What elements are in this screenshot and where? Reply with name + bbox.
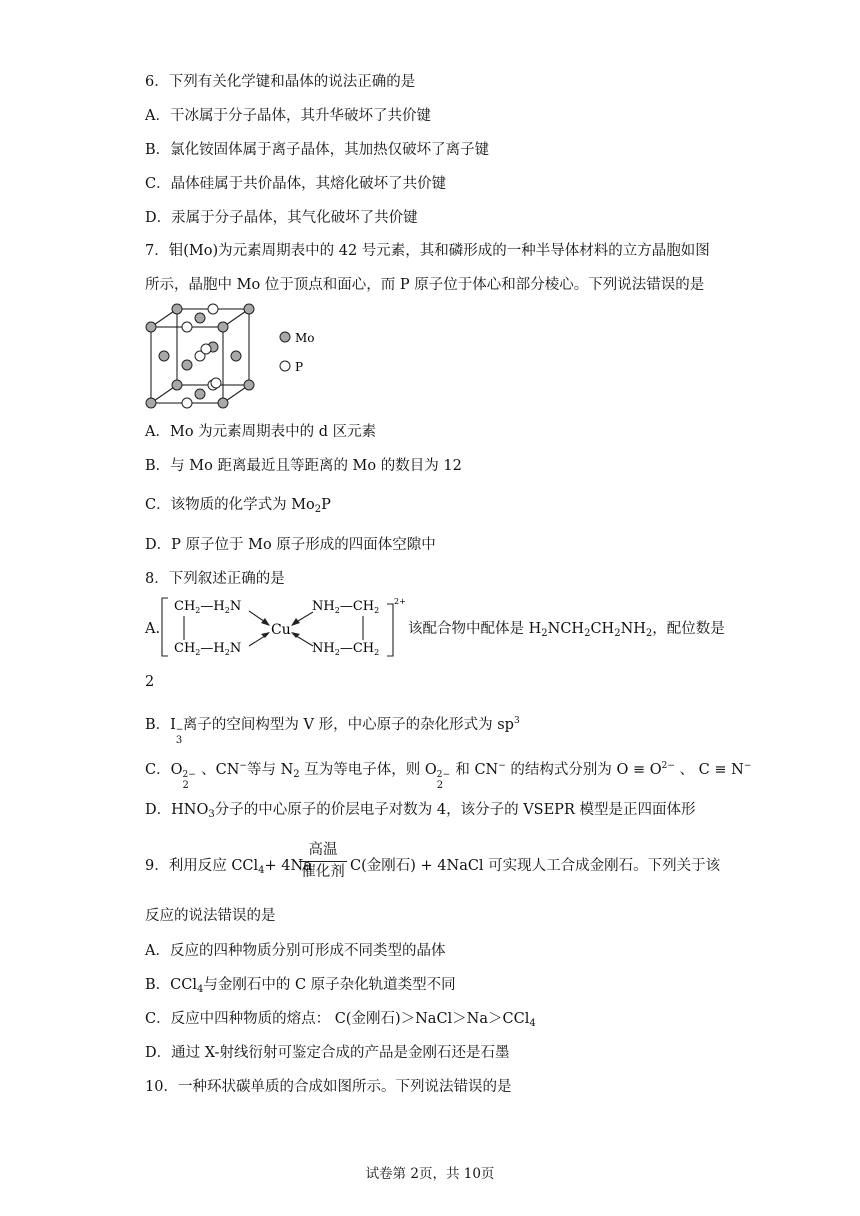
q9-stem-part2: C(金刚石) + 4NaCl 可实现人工合成金刚石。下列关于该 <box>350 858 721 874</box>
q9-stem-line2: 反应的说法错误的是 <box>145 908 276 924</box>
condition-top: 高温 <box>308 842 338 858</box>
q6-stem: 6．下列有关化学键和晶体的说法正确的是 <box>145 74 416 90</box>
q8-option-a-label: A. <box>145 621 161 637</box>
condition-bottom: 催化剂 <box>301 864 345 880</box>
q9-option-b: B．CCl$_4$与金刚石中的 C 原子杂化轨道类型不同 <box>145 977 456 995</box>
q6-option-c: C．晶体硅属于共价晶体，其熔化破坏了共价键 <box>145 176 447 192</box>
q7-stem-line2: 所示，晶胞中 Mo 位于顶点和面心，而 P 原子位于体心和部分棱心。下列说法错误的是 <box>145 277 705 293</box>
svg-text:2+: 2+ <box>394 597 406 606</box>
q7-option-a: A．Mo 为元素周期表中的 d 区元素 <box>145 424 377 440</box>
q8-option-d: D．$HNO_3$分子的中心原子的价层电子对数为 4，该分子的 VSEPR 模型是正四面体形 <box>145 802 696 820</box>
q8-stem: 8．下列叙述正确的是 <box>145 571 285 587</box>
q6-option-a: A．干冰属于分子晶体，其升华破坏了共价键 <box>145 108 431 124</box>
crystal-cell-diagram <box>140 296 340 416</box>
q7-option-d: D．P 原子位于 Mo 原子形成的四面体空隙中 <box>145 537 436 553</box>
cu-center: Cu <box>271 622 291 638</box>
legend-p: P <box>295 360 304 374</box>
page-footer: 试卷第 2页，共 10页 <box>365 1166 495 1182</box>
q6-option-d: D．汞属于分子晶体，其气化破坏了共价键 <box>145 210 418 226</box>
legend-mo: Mo <box>295 331 315 345</box>
q7-stem-line1: 7．钼(Mo)为元素周期表中的 42 号元素，其和磷形成的一种半导体材料的立方晶胞如图 <box>145 243 710 259</box>
q8-option-a-tail: 2 <box>145 674 155 690</box>
q7-option-b: B．与 Mo 距离最近且等距离的 Mo 的数目为 12 <box>145 458 462 474</box>
q7-option-c: C．该物质的化学式为 $Mo_2P$ <box>145 497 331 515</box>
q9-option-c: C．反应中四种物质的熔点： C(金刚石)＞NaCl＞Na＞CCl$_4$ <box>145 1011 536 1029</box>
q9-option-a: A．反应的四种物质分别可形成不同类型的晶体 <box>145 943 446 959</box>
svg-text:CH2—H2N: $CH_2—H_2N$ <box>174 641 242 657</box>
q10-stem: 10．一种环状碳单质的合成如图所示。下列说法错误的是 <box>145 1079 512 1095</box>
copper-complex-structure <box>160 594 410 664</box>
reaction-condition <box>299 842 347 881</box>
svg-text:NH2—CH2: $NH_2—CH_2$ <box>312 641 380 657</box>
svg-text:CH2—H2N: $CH_2—H_2N$ <box>174 599 242 615</box>
q6-option-b: B．氯化铵固体属于离子晶体，其加热仅破坏了离子键 <box>145 142 490 158</box>
q8-option-a-text: 该配合物中配体是 $H_2NCH_2CH_2NH_2$，配位数是 <box>408 621 725 639</box>
q8-option-c: C．O 2− 2 、CN−等与 $N_2$ 互为等电子体，则 O 2− 2 和 CN− 的结构式分别为 $O \equiv O^{2-}$ 、 C ≡ N− <box>145 761 752 791</box>
q8-option-b: B．I − 3 离子的空间构型为 V 形，中心原子的杂化形式为 $sp^3$ <box>145 716 520 746</box>
q9-stem-part1: 9．利用反应 CCl$_4$+ 4Na <box>145 858 312 876</box>
q9-option-d: D．通过 X-射线衍射可鉴定合成的产品是金刚石还是石墨 <box>145 1045 510 1061</box>
svg-text:NH2—CH2: $NH_2—CH_2$ <box>312 599 380 615</box>
